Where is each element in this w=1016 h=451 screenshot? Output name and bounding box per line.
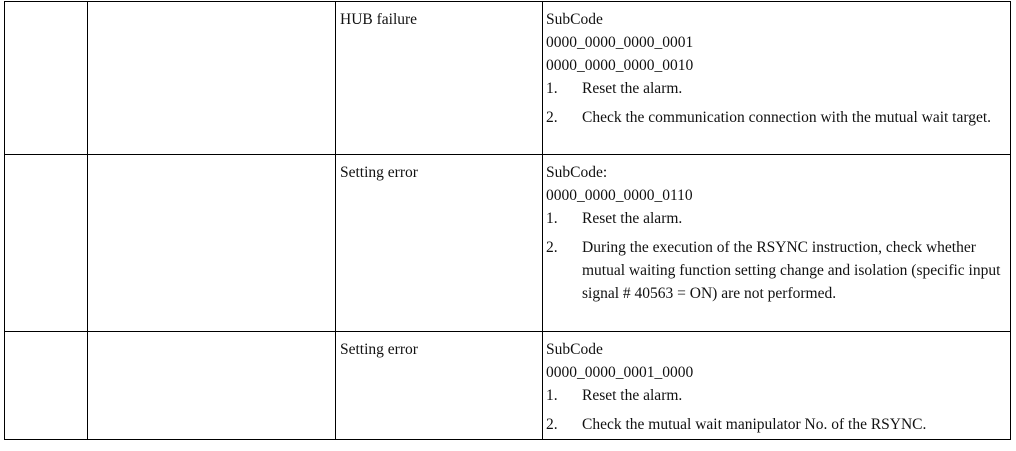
step-number: 1. [546,210,558,227]
table-row [5,2,1011,155]
subcode-value: 0000_0000_0000_0010 [546,57,694,74]
remedy-step [546,77,1006,100]
subcode-label: SubCode [546,341,603,358]
remedy-step [546,236,1006,305]
step-text: Check the communication connection with the mutual wait target. [582,109,992,126]
step-text: Reset the alarm. [582,387,683,404]
step-number: 2. [546,416,558,433]
remedy-step [546,413,1006,436]
step-number: 2. [546,109,558,126]
remedy-step [546,207,1006,230]
alarm-name-cell [88,332,336,440]
subcode-value: 0000_0000_0000_0110 [546,187,693,204]
remedy-cell [543,155,1011,332]
condition-text: Setting error [340,164,418,181]
alarm-table [4,1,1011,440]
alarm-number-cell [5,155,88,332]
step-number: 2. [546,239,558,256]
condition-text: Setting error [340,341,418,358]
condition-cell [336,2,543,155]
condition-cell [336,155,543,332]
alarm-number-cell [5,332,88,440]
alarm-name-cell [88,2,336,155]
table-row [5,332,1011,440]
alarm-number-cell [5,2,88,155]
condition-text: HUB failure [340,11,418,28]
remedy-step [546,106,1006,129]
step-number: 1. [546,80,558,97]
subcode-value: 0000_0000_0001_0000 [546,364,694,381]
step-text: Reset the alarm. [582,210,683,227]
step-text: During the execution of the RSYNC instruction, check whether mutual waiting function setting change and isolation (specific input signal # 40563 = ON) are not performed. [582,239,1001,302]
alarm-name-cell [88,155,336,332]
table-row [5,155,1011,332]
subcode-value: 0000_0000_0000_0001 [546,34,694,51]
subcode-label: SubCode: [546,164,608,181]
remedy-cell [543,2,1011,155]
step-text: Check the mutual wait manipulator No. of the RSYNC. [582,416,927,433]
condition-cell [336,332,543,440]
step-text: Reset the alarm. [582,80,683,97]
remedy-cell [543,332,1011,440]
subcode-label: SubCode [546,11,603,28]
remedy-step [546,384,1006,407]
step-number: 1. [546,387,558,404]
